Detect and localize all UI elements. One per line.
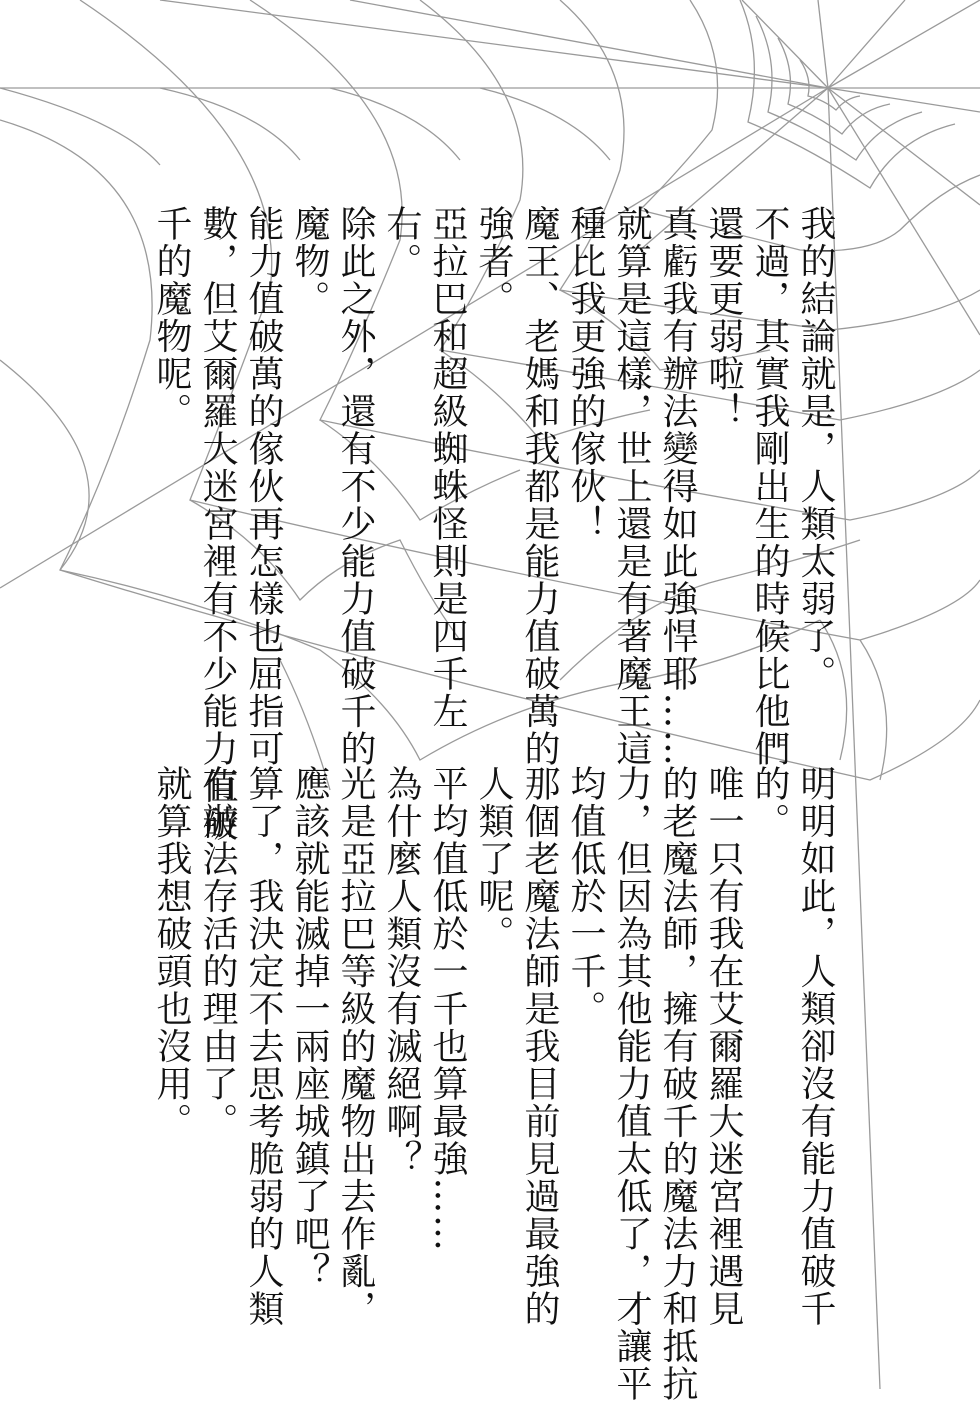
text-line: 真虧我有辦法變得如此強悍耶…… — [657, 205, 698, 768]
text-line: 的老魔法師，擁有破千的魔法力和抵抗 — [657, 765, 698, 1403]
text-line: 均值低於一千。 — [565, 765, 606, 1028]
text-line: 強者。 — [473, 205, 514, 318]
text-line: 有辦法存活的理由了。 — [197, 765, 238, 1140]
text-line: 種比我更強的傢伙！ — [565, 205, 606, 543]
text-line: 平均值低於一千也算最強…… — [427, 765, 468, 1253]
text-line: 除此之外，還有不少能力值破千的 — [335, 205, 376, 768]
text-line: 千的魔物呢。 — [151, 205, 192, 430]
text-line: 應該就能滅掉一兩座城鎮了吧？ — [289, 765, 330, 1290]
text-line: 魔王、老媽和我都是能力值破萬的 — [519, 205, 560, 768]
text-line: 右。 — [381, 205, 422, 280]
text-line: 唯一只有我在艾爾羅大迷宮裡遇見 — [703, 765, 744, 1328]
text-line: 數，但艾爾羅大迷宮裡有不少能力值破 — [197, 205, 238, 843]
text-line: 力，但因為其他能力值太低了，才讓平 — [611, 765, 652, 1403]
text-line: 光是亞拉巴等級的魔物出去作亂， — [335, 765, 376, 1328]
text-line: 不過，其實我剛出生的時候比他們 — [749, 205, 790, 768]
text-line: 那個老魔法師是我目前見過最強的 — [519, 765, 560, 1328]
text-line: 明明如此，人類卻沒有能力值破千 — [795, 765, 836, 1328]
text-line: 就算是這樣，世上還是有著魔王這 — [611, 205, 652, 768]
text-line: 魔物。 — [289, 205, 330, 318]
text-line: 還要更弱啦！ — [703, 205, 744, 430]
text-line: 就算我想破頭也沒用。 — [151, 765, 192, 1140]
text-line: 能力值破萬的傢伙再怎樣也屈指可 — [243, 205, 284, 768]
text-line: 為什麼人類沒有滅絕啊？ — [381, 765, 422, 1178]
text-line: 人類了呢。 — [473, 765, 514, 953]
text-line: 算了，我決定不去思考脆弱的人類 — [243, 765, 284, 1328]
text-line: 我的結論就是，人類太弱了。 — [795, 205, 836, 693]
text-line: 的。 — [749, 765, 790, 840]
text-line: 亞拉巴和超級蜘蛛怪則是四千左 — [427, 205, 468, 730]
